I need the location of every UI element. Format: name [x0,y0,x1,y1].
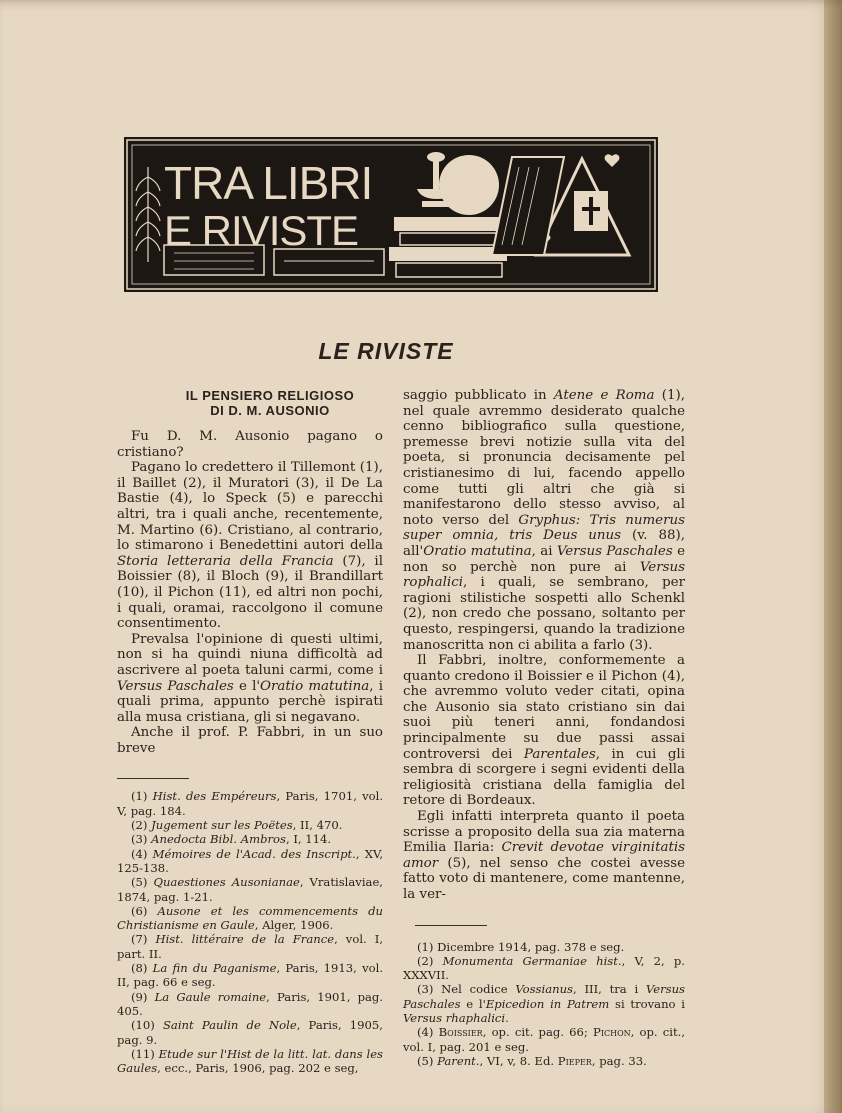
footnote: (11) Etude sur l'Hist de la litt. lat. dans les Gaules, ecc., Paris, 1906, pag. 202 e seg, [117,1046,384,1076]
footnote: (2) Jugement sur les Poëtes, II, 470. [131,818,343,833]
footnote: (5) Quaestiones Ausonianae, Vratislaviae, 1874, pag. 1-21. [117,875,383,904]
page-edge-strip [824,0,842,1113]
article-heading [157,388,383,418]
footnote: (6) Ausone et les commencements du Christianisme en Gaule, Alger, 1906. [117,903,383,933]
footnote: (3) Anedocta Bibl. Ambros, I, 114. [131,832,332,847]
right-column [403,388,685,1068]
footnote-divider [117,778,189,779]
footnote: (3) Nel codice Vossianus, III, tra i Versus Paschales e l'Epicedion in Patrem si trovano i Versus rhaphalici. [403,982,685,1026]
section-title: LE RIVISTE [318,338,454,364]
footnote: (5) Parent., VI, v, 8. Ed. Pieper, pag. 33. [417,1053,647,1068]
paragraph: Egli infatti interpreta quanto il poeta scrisse a proposito della sua zia materna Emilia Ilaria: Crevit devotae virginitatis amor (5), nel senso che costei avesse fatto voto di mantenere, come mantenne, la ver- [403,809,685,902]
paragraph: Pagano lo credettero il Tillemont (1), il Baillet (2), il Muratori (3), il De La Bastie (4), lo Speck (5) e parecchi altri, tra i quali anche, recentemente, M. Martino (6). Cristiano, al contrario, lo stimarono i Benedettini autori della Storia letteraria della Francia (7), il Boissier (8), il Bloch (9), il Brandillart (10), il Pichon (11), ed altri non pochi, i quali, oramai, raccolgono il comune consentimento. [117,460,383,632]
article-heading-line-2: DI D. M. AUSONIO [210,403,330,418]
footnote: (9) La Gaule romaine, Paris, 1901, pag. 405. [117,989,384,1018]
footnote: (1) Dicembre 1914, pag. 378 e seg. [417,939,625,954]
header-banner [124,137,658,292]
paragraph: Anche il prof. P. Fabbri, in un suo breve [117,725,383,756]
paragraph: saggio pubblicato in Atene e Roma (1), nel quale avremmo desiderato qualche cenno bibliografico sulla questione, premesse brevi notizie sulla vita del poeta, si pronuncia decisamente pel cristianesimo di lui, facendo appello come tutti gli altri che già si manifestarono dello stesso avviso, al noto verso del Gryphus: Tris numerus super omnia, tris Deus unus (v. 88), all'Oratio matutina, ai Versus Paschales e non so perchè non pure ai Versus rophalici, i quali, se sembrano, per ragioni stilistiche sospetti allo Schenkl (2), non credo che possano, soltanto per questo, respingersi, quando la tradizione manoscritta non ci abilita a farlo (3). [403,388,685,653]
footnote: (8) La fin du Paganisme, Paris, 1913, vol. II, pag. 66 e seg. [117,961,384,990]
paragraph: Il Fabbri, inoltre, conformemente a quanto credono il Boissier e il Pichon (4), che avremmo voluto veder citati, opina che Ausonio sia stato cristiano sin dai suoi più teneri anni, fondandosi principalmente su due passi assai controversi dei Parentales, in cui gli sembra di scorgere i segni evidenti della religiosità cristiana della famiglia del retore di Bordeaux. [403,653,685,809]
footnote: (1) Hist. des Empéreurs, Paris, 1701, vol. V, pag. 184. [117,789,384,818]
footnote: (4) Mémoires de l'Acad. des Inscript., XV, 125-138. [117,846,383,875]
banner-line-2: E RIVISTE [164,207,359,254]
footnote-divider [415,925,487,926]
article-heading-line-1: IL PENSIERO RELIGIOSO [185,388,355,403]
banner-illustration [124,137,658,292]
footnote: (4) Boissier, op. cit. pag. 66; Pichon, op. cit., vol. I, pag. 201 e seg. [403,1025,686,1054]
footnotes-left [117,789,383,1075]
footnote: (10) Saint Paulin de Nole, Paris, 1905, pag. 9. [117,1018,383,1047]
footnote: (7) Hist. littéraire de la France, vol. I, part. II. [117,932,384,961]
paragraph: Fu D. M. Ausonio pagano o cristiano? [117,429,383,460]
footnote: (2) Monumenta Germaniae hist., V, 2, p. XXXVII. [403,953,685,983]
banner-line-1: TRA LIBRI [164,157,373,209]
paragraph: Prevalsa l'opinione di questi ultimi, non si ha quindi niuna difficoltà ad ascrivere al poeta taluni carmi, come i Versus Paschales e l'Oratio matutina, i quali prima, appunto perchè ispirati alla musa cristiana, gli si negavano. [117,631,384,725]
leaf-ornament-icon [136,167,160,262]
left-column [117,388,383,1075]
